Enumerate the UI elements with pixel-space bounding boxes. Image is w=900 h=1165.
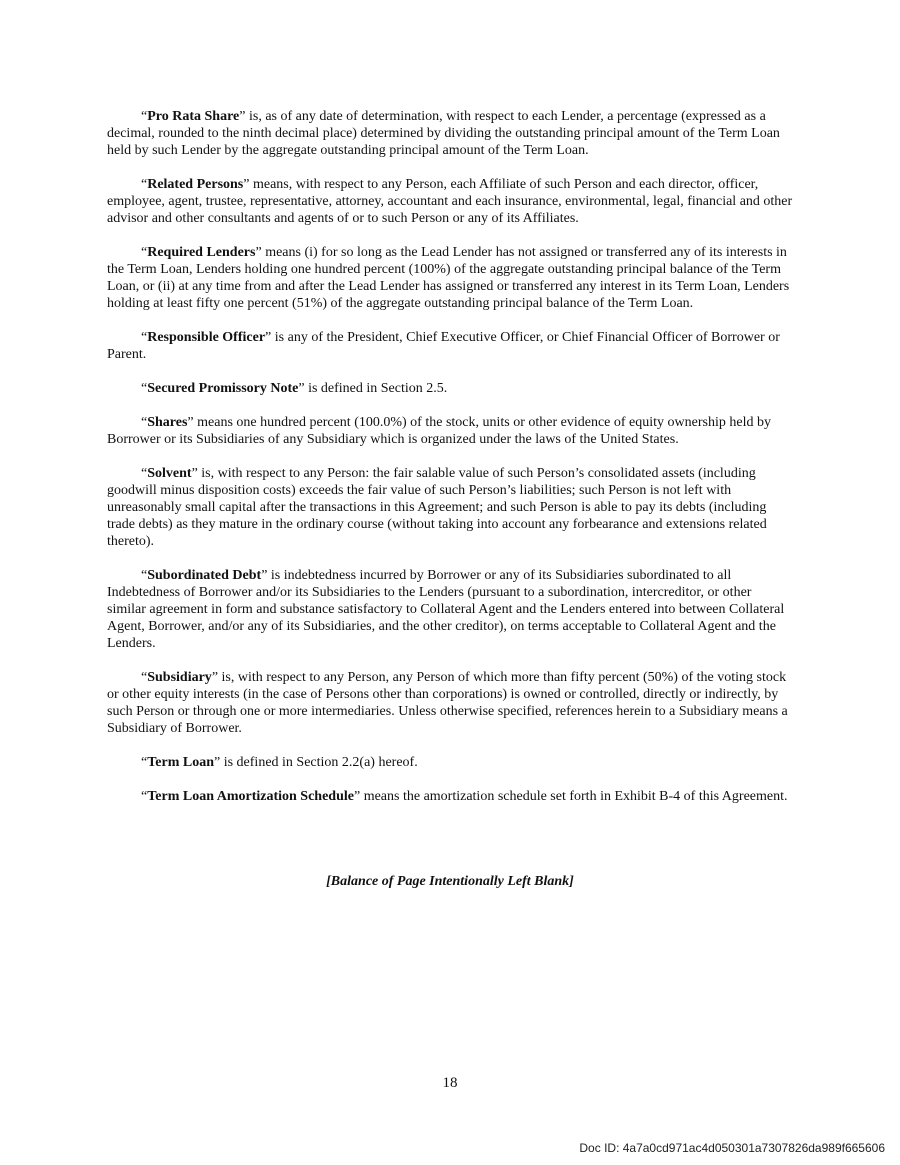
definition-term: Secured Promissory Note (147, 381, 299, 396)
definition-term: Term Loan (147, 755, 214, 770)
definition-text: is defined in Section 2.2(a) hereof. (220, 755, 418, 770)
definition-text: means, with respect to any Person, each Affiliate of such Person and each director, officer, employee, agent, trustee, representative, attorney, accountant and each insurance, environmental, legal, financial and other advisor and other consultants and agents of or to such Person or any of its Affiliates. (107, 177, 793, 226)
definition-text: means the amortization schedule set forth in Exhibit B-4 of this Agreement. (360, 789, 788, 804)
definition-text: means one hundred percent (100.0%) of the stock, units or other evidence of equity ownership held by Borrower or its Subsidiaries of any Subsidiary which is organized under the laws of the United States. (107, 415, 771, 447)
definition-subsidiary: “Subsidiary” is, with respect to any Person, any Person of which more than fifty percent (50%) of the voting stock or other equity interests (in the case of Persons other than corporations) is owned or controlled, directly or indirectly, by such Person or through one or more intermediaries. Unless otherwise specified, references herein to a Subsidiary means a Subsidiary of Borrower. (107, 670, 788, 736)
definition-term: Related Persons (147, 177, 244, 192)
definitions-section (107, 108, 793, 822)
definition-term: Subordinated Debt (147, 568, 262, 583)
definition-secured-promissory-note: “Secured Promissory Note” is defined in Section 2.5. (141, 381, 448, 396)
definition-text: is any of the President, Chief Executive Officer, or Chief Financial Officer of Borrower or Parent. (107, 330, 780, 362)
definition-term-loan-amortization-schedule: “Term Loan Amortization Schedule” means the amortization schedule set forth in Exhibit B-4 of this Agreement. (141, 789, 788, 804)
definition-term: Term Loan Amortization Schedule (147, 789, 354, 804)
definition-related-persons: “Related Persons” means, with respect to any Person, each Affiliate of such Person and each director, officer, employee, agent, trustee, representative, attorney, accountant and each insurance, environmental, legal, financial and other advisor and other consultants and agents of or to such Person or any of its Affiliates. (107, 177, 793, 226)
definition-pro-rata-share: “Pro Rata Share” is, as of any date of determination, with respect to each Lender, a percentage (expressed as a decimal, rounded to the ninth decimal place) determined by dividing the outstanding principal amount of the Term Loan held by such Lender by the aggregate outstanding principal amount of the Term Loan. (107, 109, 780, 158)
definition-text: is, with respect to any Person, any Person of which more than fifty percent (50%) of the voting stock or other equity interests (in the case of Persons other than corporations) is owned or controlled, directly or indirectly, by such Person or through one or more intermediaries. Unless otherwise specified, references herein to a Subsidiary means a Subsidiary of Borrower. (107, 670, 788, 736)
definition-term: Responsible Officer (147, 330, 266, 345)
definition-subordinated-debt: “Subordinated Debt” is indebtedness incurred by Borrower or any of its Subsidiaries subordinated to all Indebtedness of Borrower and/or its Subsidiaries to the Lenders (pursuant to a subordination, intercreditor, or other similar agreement in form and substance satisfactory to Collateral Agent and the Lenders entered into between Collateral Agent, Borrower, and/or any of its Subsidiaries, and the other creditor), on terms acceptable to Collateral Agent and the Lenders. (107, 568, 785, 651)
definition-term: Solvent (147, 466, 192, 481)
definition-term: Subsidiary (147, 670, 212, 685)
definition-text: is defined in Section 2.5. (304, 381, 448, 396)
document-id-footer: Doc ID: 4a7a0cd971ac4d050301a7307826da989f665606 (579, 1141, 885, 1155)
definition-text: is, as of any date of determination, with respect to each Lender, a percentage (expressed as a decimal, rounded to the ninth decimal place) determined by dividing the outstanding principal amount of the Term Loan held by such Lender by the aggregate outstanding principal amount of the Term Loan. (107, 109, 780, 158)
balance-intentionally-blank-note: [Balance of Page Intentionally Left Blank] (326, 874, 574, 889)
definition-text: is, with respect to any Person: the fair salable value of such Person’s consolidated assets (including goodwill minus disposition costs) exceeds the fair value of such Person’s liabilities; such Person is not left with unreasonably small capital after the transactions in this Agreement; and such Person is able to pay its debts (including trade debts) as they mature in the ordinary course (without taking into account any forbearance and extensions related thereto). (107, 466, 767, 549)
page-number: 18 (442, 1075, 458, 1091)
definition-text: means (i) for so long as the Lead Lender has not assigned or transferred any of its interests in the Term Loan, Lenders holding one hundred percent (100%) of the aggregate outstanding principal balance of the Term Loan, or (ii) at any time from and after the Lead Lender has assigned or transferred any interest in its Term Loan, Lenders holding at least fifty one percent (51%) of the aggregate outstanding principal balance of the Term Loan. (107, 245, 790, 311)
definition-responsible-officer: “Responsible Officer” is any of the President, Chief Executive Officer, or Chief Financial Officer of Borrower or Parent. (107, 330, 780, 362)
definition-term: Pro Rata Share (147, 109, 240, 124)
definition-term-loan: “Term Loan” is defined in Section 2.2(a) hereof. (141, 755, 418, 770)
definition-text: is indebtedness incurred by Borrower or any of its Subsidiaries subordinated to all Indebtedness of Borrower and/or its Subsidiaries to the Lenders (pursuant to a subordination, intercreditor, or other similar agreement in form and substance satisfactory to Collateral Agent and the Lenders entered into between Collateral Agent, Borrower, and/or any of its Subsidiaries, and the other creditor), on terms acceptable to Collateral Agent and the Lenders. (107, 568, 785, 651)
definition-term: Required Lenders (147, 245, 256, 260)
definition-shares: “Shares” means one hundred percent (100.0%) of the stock, units or other evidence of equity ownership held by Borrower or its Subsidiaries of any Subsidiary which is organized under the laws of the United States. (107, 415, 771, 447)
definition-required-lenders: “Required Lenders” means (i) for so long as the Lead Lender has not assigned or transferred any of its interests in the Term Loan, Lenders holding one hundred percent (100%) of the aggregate outstanding principal balance of the Term Loan, or (ii) at any time from and after the Lead Lender has assigned or transferred any interest in its Term Loan, Lenders holding at least fifty one percent (51%) of the aggregate outstanding principal balance of the Term Loan. (107, 245, 790, 311)
definition-solvent: “Solvent” is, with respect to any Person: the fair salable value of such Person’s consolidated assets (including goodwill minus disposition costs) exceeds the fair value of such Person’s liabilities; such Person is not left with unreasonably small capital after the transactions in this Agreement; and such Person is able to pay its debts (including trade debts) as they mature in the ordinary course (without taking into account any forbearance and extensions related thereto). (107, 466, 767, 549)
definition-term: Shares (147, 415, 188, 430)
